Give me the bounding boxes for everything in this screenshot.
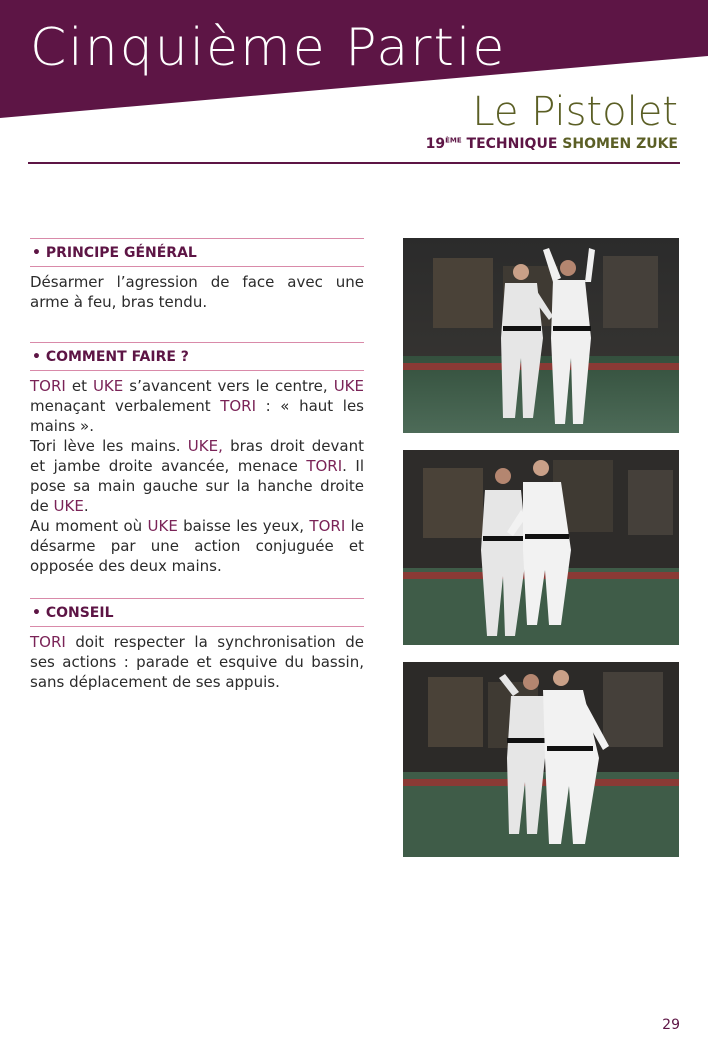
text-span: . xyxy=(83,497,89,515)
section-body-principe xyxy=(30,267,364,312)
name-tori: TORI xyxy=(220,397,257,415)
name-tori: TORI xyxy=(30,633,66,651)
photo-step-3 xyxy=(403,662,679,857)
name-uke: UKE xyxy=(92,377,124,395)
principe-text: Désarmer l’agression de face avec une arme à feu, bras tendu. xyxy=(30,273,364,311)
text-span: . Il pose sa main gauche sur la hanche droite de xyxy=(30,457,364,515)
text-column xyxy=(30,238,364,692)
photo-step-1 xyxy=(403,238,679,433)
photo-step-2 xyxy=(403,450,679,645)
technique-number-suffix: ÈME xyxy=(445,136,462,145)
section-conseil xyxy=(30,598,364,692)
name-tori: TORI xyxy=(309,517,346,535)
page-number: 29 xyxy=(662,1017,680,1033)
text-span: doit respecter la synchronisation de ses actions : parade et esquive du bassin, sans déplacement de ses appuis. xyxy=(30,633,364,691)
part-title: Cinquième Partie xyxy=(30,18,507,78)
text-span: Tori lève les mains. xyxy=(30,437,188,455)
text-span: s’avancent vers le centre, xyxy=(123,377,334,395)
section-comment xyxy=(30,342,364,576)
text-span: menaçant verbalement xyxy=(30,397,221,415)
name-tori: TORI xyxy=(306,457,343,475)
header-divider xyxy=(28,162,680,164)
comment-paragraph-1 xyxy=(30,376,364,436)
name-uke: UKE xyxy=(147,517,178,535)
text-span: et xyxy=(65,377,93,395)
section-principe xyxy=(30,238,364,312)
section-heading-comment: • COMMENT FAIRE ? xyxy=(30,342,364,371)
name-tori: TORI xyxy=(30,377,66,395)
section-body-comment xyxy=(30,371,364,576)
technique-subtitle xyxy=(426,136,678,152)
name-uke: UKE xyxy=(333,377,364,395)
comment-paragraph-3 xyxy=(30,516,364,576)
section-heading-conseil: • CONSEIL xyxy=(30,598,364,627)
technique-number: 19 xyxy=(425,136,446,152)
technique-word: TECHNIQUE xyxy=(466,136,558,152)
conseil-text xyxy=(30,632,364,692)
text-span: : « haut les mains ». xyxy=(30,397,364,435)
text-span: le désarme par une action conjuguée et opposée des deux mains. xyxy=(30,517,364,575)
text-span: baisse les yeux, xyxy=(177,517,310,535)
name-uke: UKE, xyxy=(187,437,223,455)
name-uke: UKE xyxy=(53,497,84,515)
text-span: Au moment où xyxy=(30,517,148,535)
text-span: bras droit devant et jambe droite avancée, menace xyxy=(30,437,364,475)
technique-name: SHOMEN ZUKE xyxy=(562,136,678,152)
section-body-conseil xyxy=(30,627,364,692)
technique-title: Le Pistolet xyxy=(472,89,678,135)
comment-paragraph-2 xyxy=(30,436,364,516)
section-heading-principe: • PRINCIPE GÉNÉRAL xyxy=(30,238,364,267)
